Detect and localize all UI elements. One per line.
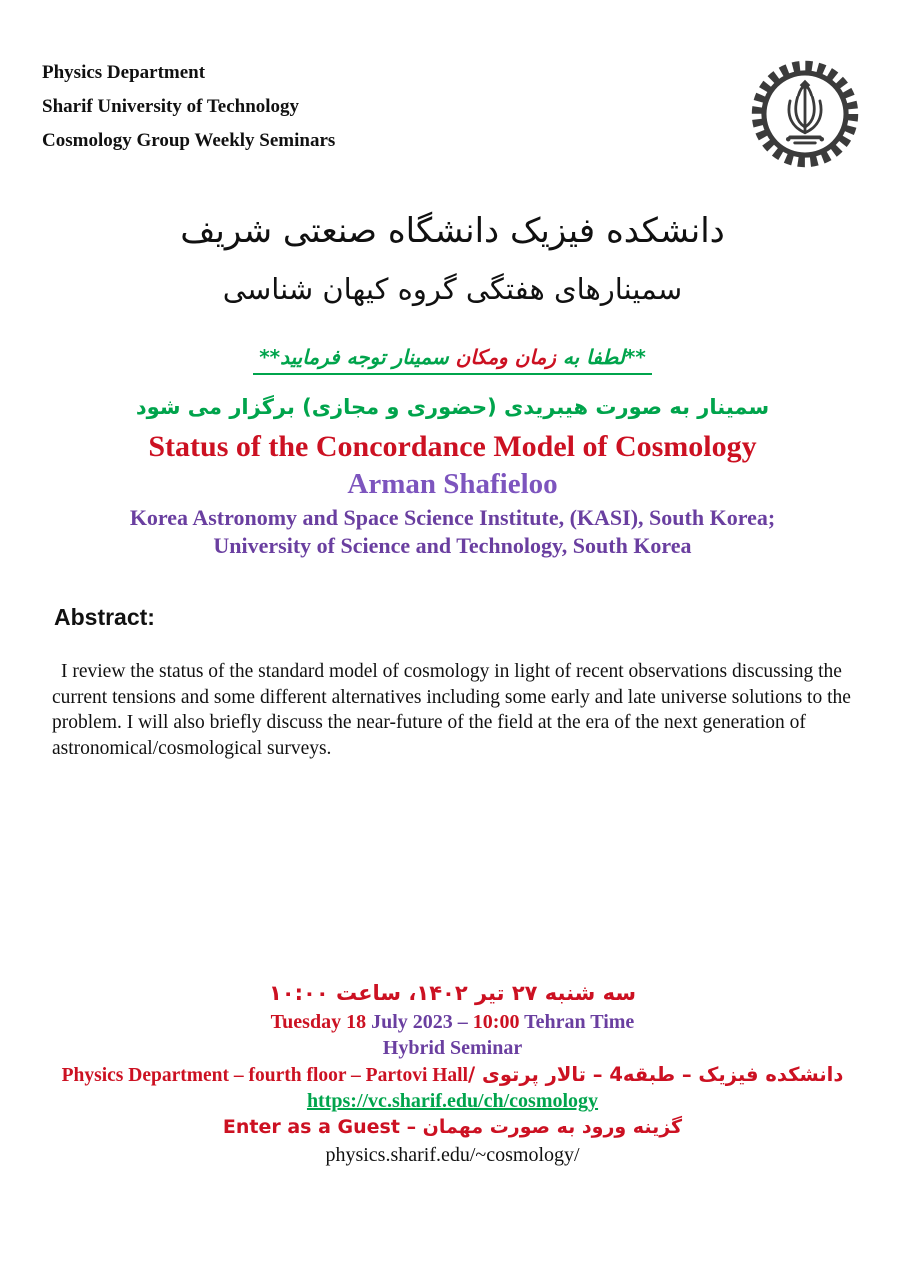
attention-note (253, 345, 652, 375)
seminar-mode: Hybrid Seminar (382, 1036, 523, 1059)
seminar-date-persian: سه شنبه ۲۷ تیر ۱۴۰۲، ساعت ۱۰:۰۰ (268, 981, 636, 1006)
header-line-university: Sharif University of Technology (42, 96, 300, 118)
calligraphy-line-department: دانشکده فیزیک دانشگاه صنعتی شریف (180, 211, 725, 251)
guest-entry-instruction (0, 1113, 905, 1142)
speaker-affiliation-line2: University of Science and Technology, South Korea (213, 533, 692, 559)
seminar-location (0, 1060, 905, 1090)
vc-room-link[interactable]: https://vc.sharif.edu/ch/cosmology (306, 1089, 599, 1112)
flyer-header (0, 0, 905, 175)
seminar-date-english (0, 1009, 905, 1036)
text-segment: Enter as a Guest (222, 1115, 400, 1138)
text-segment: سمینار توجه فرمایید** (259, 345, 456, 370)
attention-note-row (0, 345, 905, 375)
header-line-seminars: Cosmology Group Weekly Seminars (42, 130, 336, 152)
text-segment: 10:00 (472, 1010, 520, 1033)
abstract-body: I review the status of the standard model of cosmology in light of recent observations discussing the current tensions and some different alternatives including some early and late universe solutions to the problem. I will also briefly discuss the near-future of the field at the era of the next generation of astronomical/cosmological surveys. (52, 661, 851, 759)
text-segment: زمان ومکان (455, 345, 556, 370)
speaker-affiliation-line1: Korea Astronomy and Space Science Institute, (KASI), South Korea; (129, 504, 776, 530)
text-segment: July 2023 – (371, 1010, 473, 1033)
text-segment: **لطفا به (555, 345, 646, 370)
group-website-url: physics.sharif.edu/~cosmology/ (325, 1144, 580, 1167)
sharif-university-logo-icon (749, 58, 861, 175)
header-line-physics-department: Physics Department (42, 62, 206, 83)
vc-link-row (0, 1090, 905, 1113)
text-segment: Tehran Time (519, 1010, 635, 1033)
text-segment: Tuesday 18 (270, 1010, 372, 1033)
schedule-block (0, 979, 905, 1169)
calligraphy-line-weekly-seminars: سمینارهای هفتگی گروه کیهان شناسی (222, 271, 683, 306)
department-heading (42, 56, 335, 159)
hybrid-format-note: سمینار به صورت هیبریدی (حضوری و مجازی) برگزار می شود (135, 395, 770, 420)
text-segment: دانشکده فیزیک – طبقه4 – تالار پرتوی / (468, 1062, 844, 1086)
speaker-name: Arman Shafieloo (347, 468, 558, 501)
abstract-heading: Abstract: (54, 604, 155, 631)
text-segment: گزینه ورود به صورت مهمان – (399, 1115, 683, 1138)
text-segment: Physics Department – fourth floor – Partovi Hall (61, 1064, 469, 1086)
talk-title: Status of the Concordance Model of Cosmology (148, 430, 757, 464)
